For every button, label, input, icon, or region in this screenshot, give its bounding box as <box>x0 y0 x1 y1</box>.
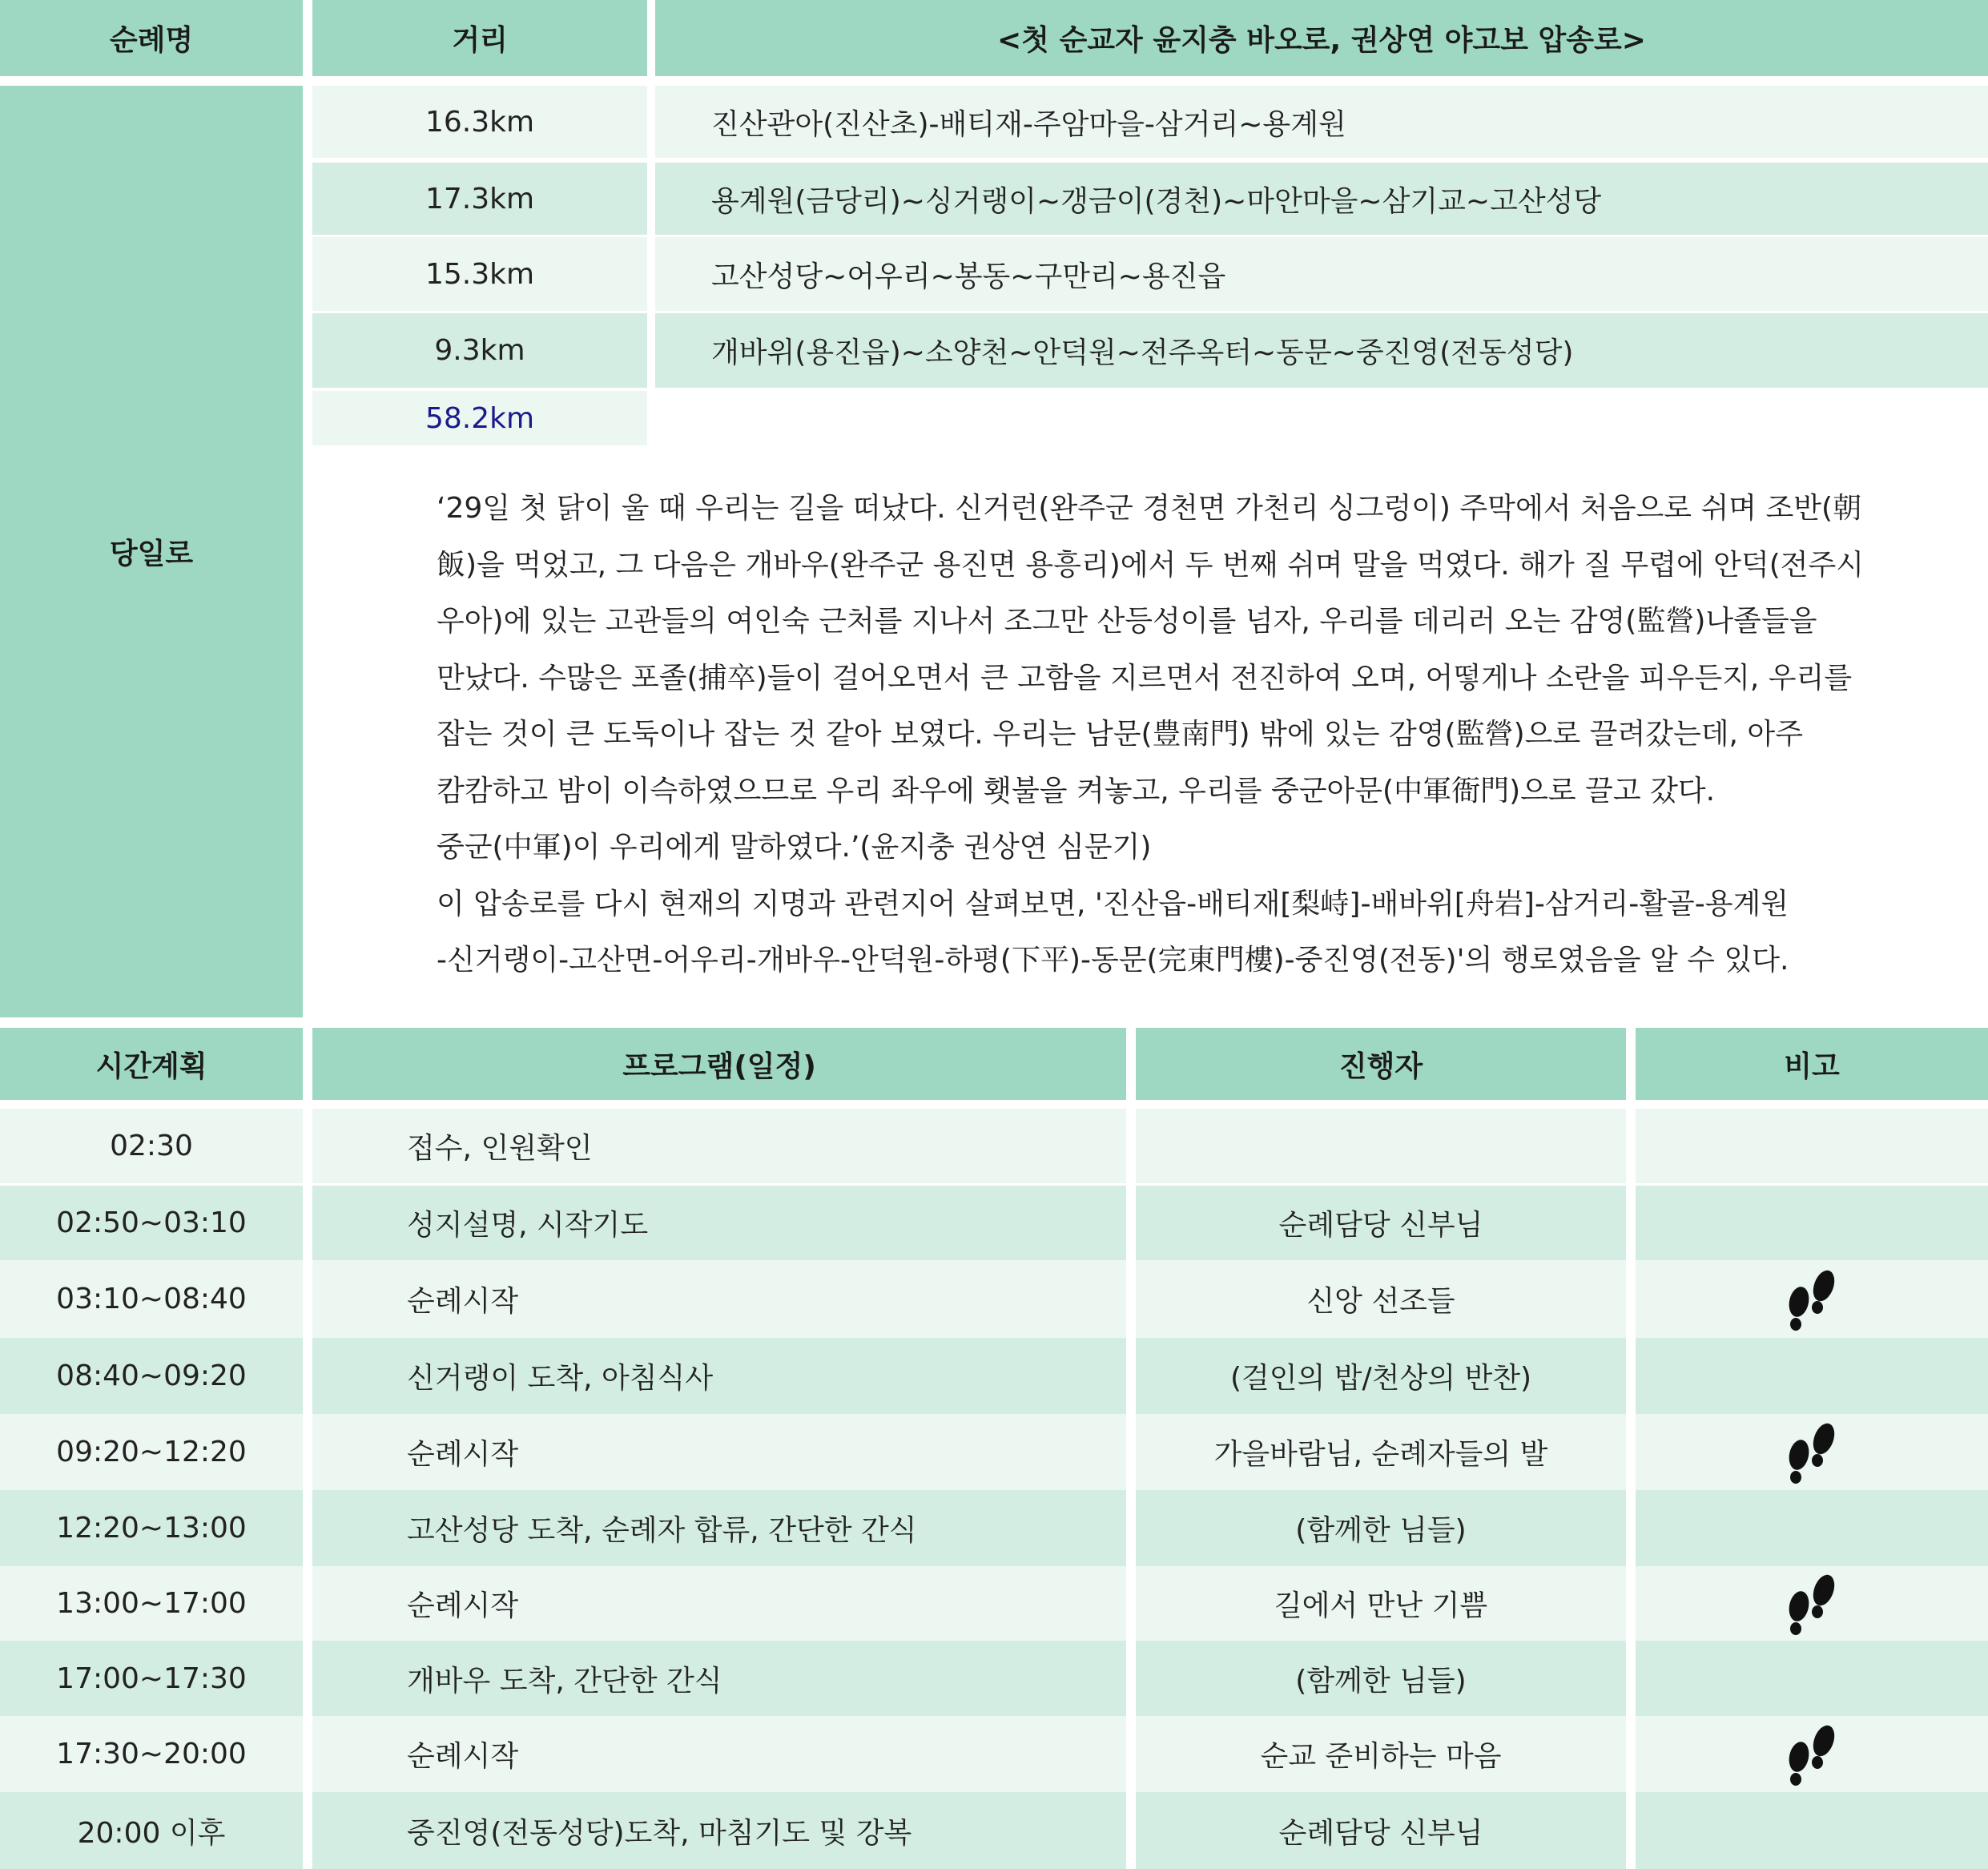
schedule-note <box>1636 1641 1988 1716</box>
quote-line: 飯)을 먹었고, 그 다음은 개바우(완주군 용진면 용흥리)에서 두 번째 쉬며 말을 먹였다. 해가 질 무렵에 안덕(전주시 <box>437 548 1865 582</box>
schedule-leader: 순례담당 신부님 <box>1136 1186 1626 1260</box>
total-route-empty <box>655 391 1988 445</box>
segment-distance: 9.3km <box>312 313 647 388</box>
header-route-title: <첫 순교자 윤지충 바오로, 권상연 야고보 압송로> <box>655 0 1988 76</box>
schedule-program: 순례시작 <box>312 1716 1126 1792</box>
schedule-leader: 가을바람님, 순례자들의 발 <box>1136 1414 1626 1490</box>
schedule-note <box>1636 1566 1988 1641</box>
schedule-program: 순례시작 <box>312 1260 1126 1338</box>
schedule-time: 02:50~03:10 <box>0 1186 303 1260</box>
schedule-note <box>1636 1414 1988 1490</box>
schedule-program: 순례시작 <box>312 1566 1126 1641</box>
quote-line: 중군(中軍)이 우리에게 말하였다.’(윤지충 권상연 심문기) <box>437 831 1152 864</box>
schedule-leader: 순례담당 신부님 <box>1136 1792 1626 1869</box>
schedule-time: 02:30 <box>0 1109 303 1183</box>
footprints-icon <box>1780 1416 1844 1488</box>
schedule-time: 09:20~12:20 <box>0 1414 303 1490</box>
schedule-time: 17:30~20:00 <box>0 1716 303 1792</box>
historical-quote <box>311 473 1988 1017</box>
header-program: 프로그램(일정) <box>312 1028 1126 1100</box>
schedule-time: 08:40~09:20 <box>0 1338 303 1414</box>
schedule-program: 접수, 인원확인 <box>312 1109 1126 1183</box>
schedule-program: 순례시작 <box>312 1414 1126 1490</box>
schedule-note <box>1636 1792 1988 1869</box>
total-distance: 58.2km <box>312 391 647 445</box>
schedule-leader: (함께한 님들) <box>1136 1490 1626 1566</box>
footprints-icon <box>1780 1568 1844 1640</box>
schedule-note <box>1636 1260 1988 1338</box>
schedule-leader: 신앙 선조들 <box>1136 1260 1626 1338</box>
segment-route: 고산성당~어우리~봉동~구만리~용진읍 <box>655 237 1988 311</box>
quote-line: 만났다. 수많은 포졸(捕卒)들이 걸어오면서 큰 고함을 지르면서 전진하여 오며, 어떻게나 소란을 피우든지, 우리를 <box>437 661 1853 695</box>
schedule-time: 20:00 이후 <box>0 1792 303 1869</box>
schedule-program: 성지설명, 시작기도 <box>312 1186 1126 1260</box>
segment-distance: 15.3km <box>312 237 647 311</box>
quote-line: 잡는 것이 큰 도둑이나 잡는 것 같아 보였다. 우리는 남문(豊南門) 밖에 있는 감영(監營)으로 끌려갔는데, 아주 <box>437 718 1803 751</box>
schedule-note <box>1636 1338 1988 1414</box>
footprints-icon <box>1780 1718 1844 1790</box>
header-time: 시간계획 <box>0 1028 303 1100</box>
quote-line: -신거랭이-고산면-어우리-개바우-안덕원-하평(下平)-동문(完東門樓)-중진영(전동)'의 행로였음을 알 수 있다. <box>437 944 1789 977</box>
footprints-icon <box>1780 1263 1844 1335</box>
quote-line: 캄캄하고 밤이 이슥하였으므로 우리 좌우에 횃불을 켜놓고, 우리를 중군아문(中軍衙門)으로 끌고 갔다. <box>437 774 1716 808</box>
schedule-leader: 길에서 만난 기쁨 <box>1136 1566 1626 1641</box>
schedule-leader <box>1136 1109 1626 1183</box>
schedule-note <box>1636 1186 1988 1260</box>
schedule-program: 개바우 도착, 간단한 간식 <box>312 1641 1126 1716</box>
schedule-time: 03:10~08:40 <box>0 1260 303 1338</box>
schedule-time: 17:00~17:30 <box>0 1641 303 1716</box>
segment-distance: 16.3km <box>312 86 647 158</box>
schedule-program: 고산성당 도착, 순례자 합류, 간단한 간식 <box>312 1490 1126 1566</box>
header-route-name: 순례명 <box>0 0 303 76</box>
quote-line: 이 압송로를 다시 현재의 지명과 관련지어 살펴보면, '진산읍-배티재[梨峙]-배바위[舟岩]-삼거리-활골-용계원 <box>437 887 1789 920</box>
schedule-note <box>1636 1716 1988 1792</box>
quote-line: 우아)에 있는 고관들의 여인숙 근처를 지나서 조그만 산등성이를 넘자, 우리를 데리러 오는 감영(監營)나졸들을 <box>437 605 1817 638</box>
schedule-time: 12:20~13:00 <box>0 1490 303 1566</box>
segment-route: 용계원(금당리)~싱거랭이~갱금이(경천)~마안마을~삼기교~고산성당 <box>655 163 1988 235</box>
header-distance: 거리 <box>312 0 647 76</box>
segment-route: 개바위(용진읍)~소양천~안덕원~전주옥터~동문~중진영(전동성당) <box>655 313 1988 388</box>
schedule-note <box>1636 1490 1988 1566</box>
schedule-program: 중진영(전동성당)도착, 마침기도 및 강복 <box>312 1792 1126 1869</box>
schedule-note <box>1636 1109 1988 1183</box>
route-name-cell: 당일로 <box>0 86 303 1017</box>
schedule-program: 신거랭이 도착, 아침식사 <box>312 1338 1126 1414</box>
schedule-leader: (걸인의 밥/천상의 반찬) <box>1136 1338 1626 1414</box>
segment-distance: 17.3km <box>312 163 647 235</box>
segment-route: 진산관아(진산초)-배티재-주암마을-삼거리~용계원 <box>655 86 1988 158</box>
schedule-leader: 순교 준비하는 마음 <box>1136 1716 1626 1792</box>
quote-line: ‘29일 첫 닭이 울 때 우리는 길을 떠났다. 신거런(완주군 경천면 가천리 싱그렁이) 주막에서 처음으로 쉬며 조반(朝 <box>437 492 1862 525</box>
header-leader: 진행자 <box>1136 1028 1626 1100</box>
header-note: 비고 <box>1636 1028 1988 1100</box>
schedule-leader: (함께한 님들) <box>1136 1641 1626 1716</box>
schedule-time: 13:00~17:00 <box>0 1566 303 1641</box>
